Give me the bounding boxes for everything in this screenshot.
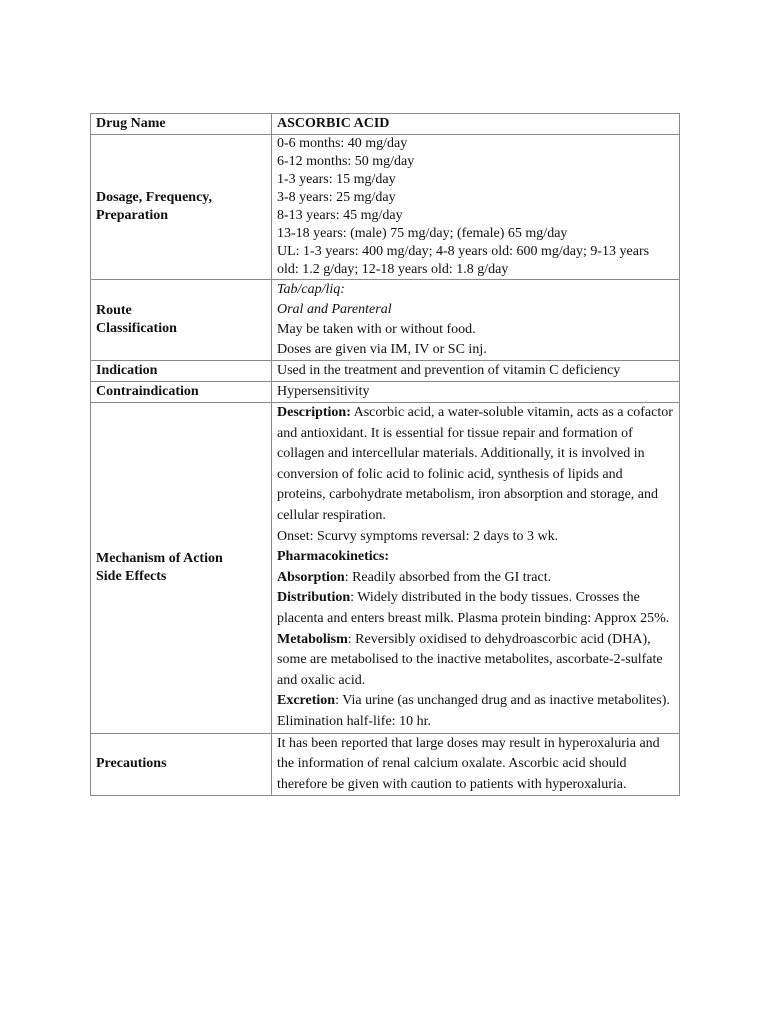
absorption-heading: Absorption [277,569,345,585]
route-label-line1: Route [96,303,132,318]
absorption-paragraph [277,568,674,589]
dosage-line: 13-18 years: (male) 75 mg/day; (female) 65 mg/day [277,226,568,241]
dosage-line: 3-8 years: 25 mg/day [277,190,396,205]
route-line4: Doses are given via IM, IV or SC inj. [277,342,487,357]
precautions-value: It has been reported that large doses may result in hyperoxaluria and the information of renal calcium oxalate. Ascorbic acid should therefore be given with caution to patients with hyperoxaluria. [272,733,680,796]
contraindication-row [91,382,680,403]
contraindication-value: Hypersensitivity [272,382,680,403]
dosage-line: 0-6 months: 40 mg/day [277,136,408,151]
dosage-value [272,135,680,280]
mechanism-value [272,403,680,734]
dosage-label-line2: Preparation [96,208,169,223]
dosage-label-line1: Dosage, Frequency, [96,190,213,205]
mechanism-row [91,403,680,734]
dosage-label [91,135,272,280]
drug-info-table [90,113,680,796]
pharmacokinetics-heading: Pharmacokinetics: [277,549,389,565]
distribution-paragraph [277,588,674,629]
precautions-label: Precautions [91,733,272,796]
metabolism-text: : Reversibly oxidised to dehydroascorbic acid (DHA), some are metabolised to the inactive metabolites, ascorbate-2-sulfate and oxalic acid. [277,631,663,688]
dosage-row [91,135,680,280]
absorption-text: : Readily absorbed from the GI tract. [344,569,552,585]
dosage-line: 1-3 years: 15 mg/day [277,172,396,187]
dosage-line: 8-13 years: 45 mg/day [277,208,403,223]
dosage-line: 6-12 months: 50 mg/day [277,154,415,169]
precautions-row [91,733,680,796]
drug-name-value: ASCORBIC ACID [272,114,680,135]
route-label [91,280,272,361]
route-line1: Tab/cap/liq: [277,282,345,297]
route-row [91,280,680,361]
drug-name-row [91,114,680,135]
onset-text: Onset: Scurvy symptoms reversal: 2 days to 3 wk. [277,528,559,544]
mechanism-label-line2: Side Effects [96,568,167,584]
route-value [272,280,680,361]
metabolism-heading: Metabolism [277,631,348,647]
dosage-line: UL: 1-3 years: 400 mg/day; 4-8 years old: 600 mg/day; 9-13 years old: 1.2 g/day; 12-18 years old: 1.8 g/day [277,244,650,277]
indication-label: Indication [91,361,272,382]
indication-value: Used in the treatment and prevention of vitamin C deficiency [272,361,680,382]
distribution-text: : Widely distributed in the body tissues. Crosses the placenta and enters breast milk. Plasma protein binding: Approx 25%. [277,590,670,626]
mechanism-label [91,403,272,734]
description-paragraph [277,403,674,527]
contraindication-label: Contraindication [91,382,272,403]
excretion-paragraph [277,691,674,732]
distribution-heading: Distribution [277,590,351,606]
excretion-heading: Excretion [277,693,336,709]
excretion-text: : Via urine (as unchanged drug and as inactive metabolites). Elimination half-life: 10 hr. [277,693,670,729]
route-line2: Oral and Parenteral [277,302,392,317]
route-line3: May be taken with or without food. [277,322,476,337]
description-text: Ascorbic acid, a water-soluble vitamin, acts as a cofactor and antioxidant. It is essential for tissue repair and formation of collagen and intercellular materials. Additionally, it is involved in conversion of folic acid to folinic acid, synthesis of lipids and proteins, carbohydrate metabolism, iron absorption and storage, and cellular respiration. [277,405,673,523]
indication-row [91,361,680,382]
mechanism-label-line1: Mechanism of Action [96,550,223,566]
metabolism-paragraph [277,630,674,692]
drug-name-label: Drug Name [91,114,272,135]
route-label-line2: Classification [96,321,177,336]
description-heading: Description: [277,405,351,420]
